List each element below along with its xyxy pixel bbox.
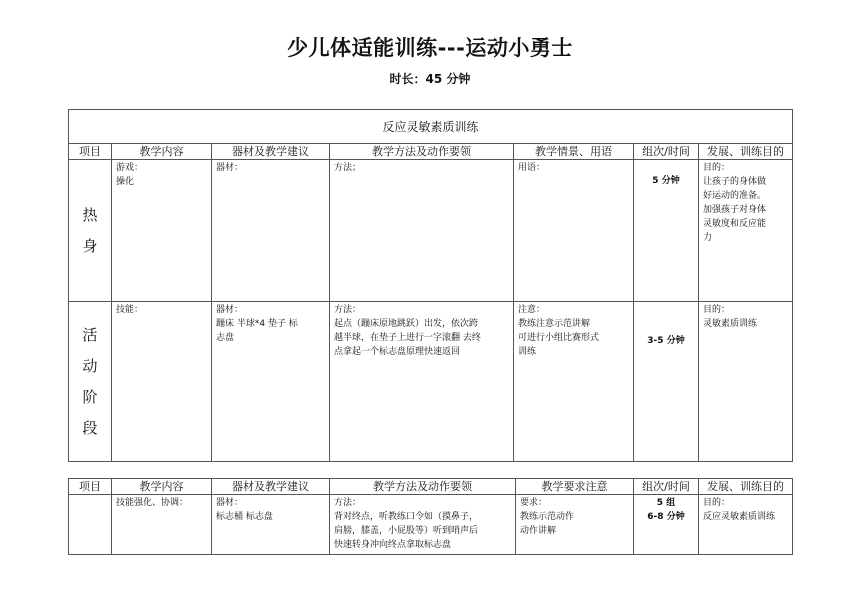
method-cell: 方法： 起点（蹦床原地跳跃）出发，依次跨 越半球，在垫子上进行一字滚翻 去终 点拿起一个标志盘原理快速返回 (330, 302, 514, 462)
header-time: 组次/时间 (634, 144, 699, 160)
header-method: 教学方法及动作要领 (330, 144, 514, 160)
method-cell: 方法： 背对终点，听教练口令如（摸鼻子， 肩膀，膝盖，小屁股等）听到哨声后 快速转身冲向终点拿取标志盘 (330, 495, 516, 555)
scenario-cell: 注意： 教练注意示范讲解 可进行小组比赛形式 训练 (514, 302, 634, 462)
content-cell: 游戏： 操化 (112, 160, 212, 302)
goal-cell: 目的： 让孩子的身体做 好运动的准备。 加强孩子对身体 灵敏度和反应能 力 (699, 160, 793, 302)
goal-cell: 目的： 灵敏素质训练 (699, 302, 793, 462)
time-cell: 3-5 分钟 (634, 302, 699, 462)
header-equipment: 器材及教学建议 (212, 144, 330, 160)
table2-header-row (69, 479, 793, 495)
header-method: 教学方法及动作要领 (330, 479, 516, 495)
stage-cell: 活 动 阶 段 (69, 302, 112, 462)
content-cell: 技能： (112, 302, 212, 462)
time-cell: 5 组 6-8 分钟 (634, 495, 699, 555)
document-title: 少儿体适能训练---运动小勇士 (287, 36, 573, 60)
training-table-1 (68, 109, 793, 462)
header-item: 项目 (69, 479, 112, 495)
header-time: 组次/时间 (634, 479, 699, 495)
equipment-cell: 器材： (212, 160, 330, 302)
table-row-activity (69, 302, 793, 462)
header-equipment: 器材及教学建议 (212, 479, 330, 495)
header-goal: 发展、训练目的 (699, 479, 793, 495)
stage-cell: 热 身 (69, 160, 112, 302)
table-row-warmup (69, 160, 793, 302)
section-title: 反应灵敏素质训练 (69, 110, 793, 144)
stage-cell (69, 495, 112, 555)
header-content: 教学内容 (112, 144, 212, 160)
time-cell: 5 分钟 (634, 160, 699, 302)
table-row-skill (69, 495, 793, 555)
duration-label: 时长：45 分钟 (389, 72, 471, 86)
equipment-cell: 器材： 标志桶 标志盘 (212, 495, 330, 555)
goal-cell: 目的： 反应灵敏素质训练 (699, 495, 793, 555)
equipment-cell: 器材： 蹦床 半球*4 垫子 标 志盘 (212, 302, 330, 462)
header-scenario: 教学情景、用语 (514, 144, 634, 160)
scenario-cell: 用语： (514, 160, 634, 302)
header-goal: 发展、训练目的 (699, 144, 793, 160)
header-requirements: 教学要求注意 (516, 479, 634, 495)
table1-header-row (69, 144, 793, 160)
header-item: 项目 (69, 144, 112, 160)
requirements-cell: 要求： 教练示范动作 动作讲解 (516, 495, 634, 555)
content-cell: 技能强化、协调： (112, 495, 212, 555)
method-cell: 方法； (330, 160, 514, 302)
header-content: 教学内容 (112, 479, 212, 495)
training-table-2 (68, 478, 793, 555)
